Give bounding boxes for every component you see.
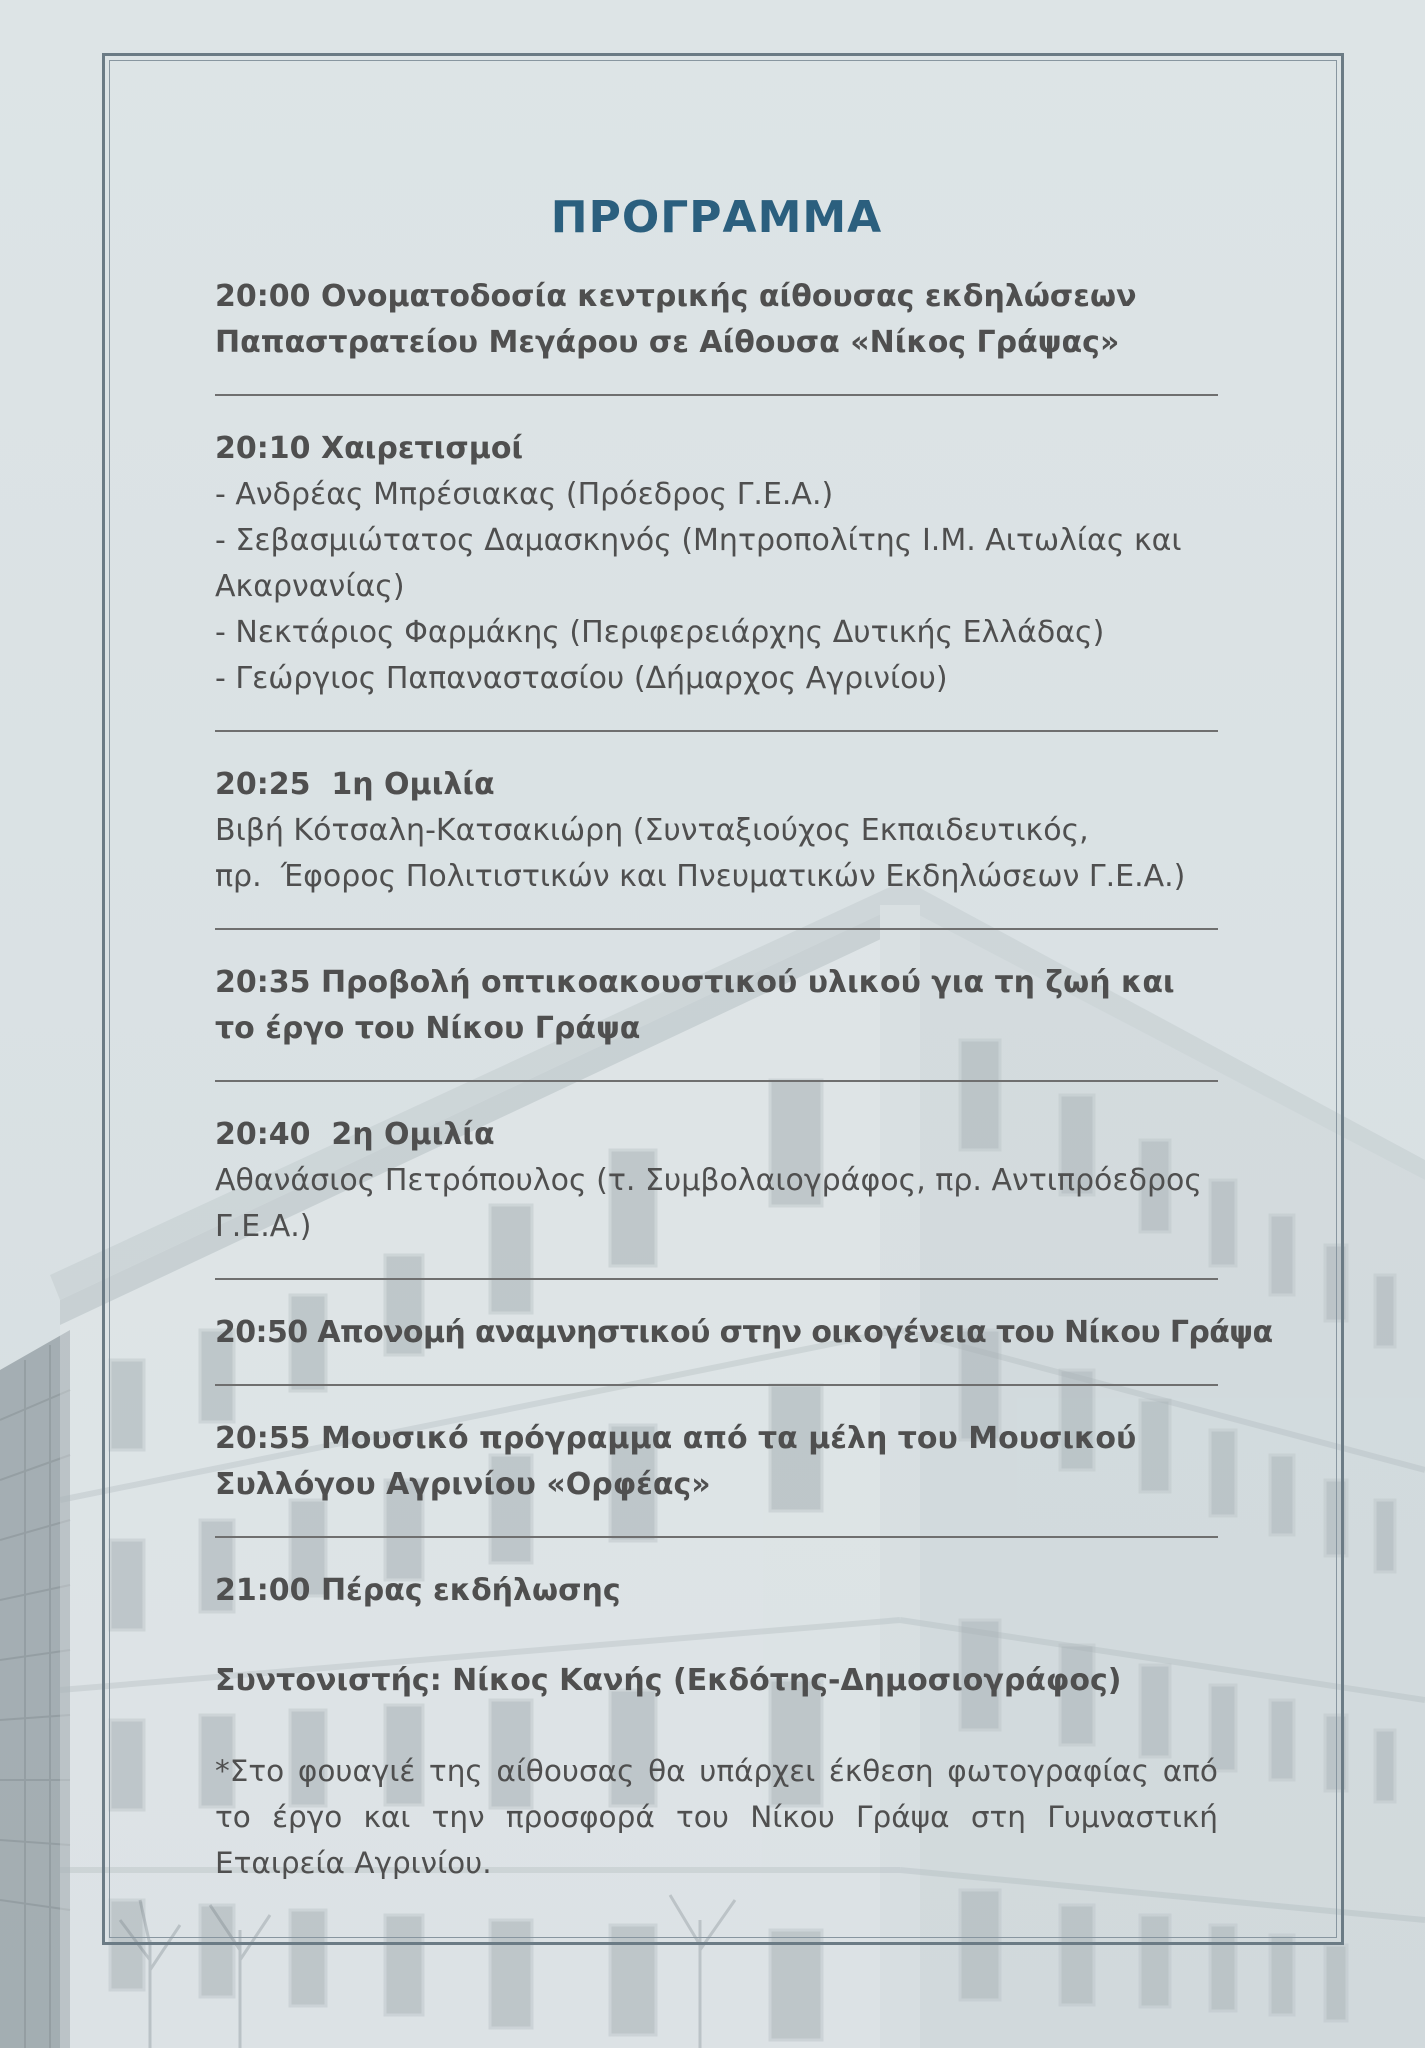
item-heading-line: 20:35 Προβολή οπτικοακουστικού υλικού για τη ζωή και — [215, 965, 1175, 1000]
section-divider — [215, 1384, 1218, 1386]
program-content — [215, 188, 1273, 1886]
item-heading-line: το έργο του Νίκου Γράψα — [215, 1011, 641, 1046]
program-title: ΠΡΟΓΡΑΜΜΑ — [550, 192, 883, 243]
coordinator-text: Συντονιστής: Νίκος Κανής (Εκδότης-Δημοσιογράφος) — [215, 1663, 1122, 1698]
item-detail-line: Αθανάσιος Πετρόπουλος (τ. Συμβολαιογράφος, πρ. Αντιπρόεδρος — [215, 1163, 1202, 1198]
item-heading-line: 20:50 Απονομή αναμνηστικού στην οικογένεια του Νίκου Γράψα — [215, 1315, 1273, 1350]
item-detail-line: Βιβή Κότσαλη-Κατσακιώρη (Συνταξιούχος Εκπαιδευτικός, — [215, 813, 1089, 848]
program-item-2035 — [215, 960, 1218, 1052]
section-divider — [215, 928, 1218, 930]
section-divider — [215, 1278, 1218, 1280]
section-divider — [215, 1080, 1218, 1082]
item-heading-line: 20:55 Μουσικό πρόγραμμα από τα μέλη του Μουσικού — [215, 1421, 1137, 1456]
item-detail-line: - Νεκτάριος Φαρμάκης (Περιφερειάρχης Δυτικής Ελλάδας) — [215, 615, 1105, 650]
item-detail-line: - Ανδρέας Μπρέσιακας (Πρόεδρος Γ.Ε.Α.) — [215, 477, 834, 512]
footnote: *Στο φουαγιέ της αίθουσας θα υπάρχει έκθεση φωτογραφίας από το έργο και την προσφορά του Νίκου Γράψα στη Γυμναστική Εταιρεία Αγρινίου. — [215, 1754, 1218, 1880]
item-detail-line: Ακαρνανίας) — [215, 569, 405, 604]
section-divider — [215, 1536, 1218, 1538]
item-heading-line: 20:10 Χαιρετισμοί — [215, 431, 524, 466]
item-heading-line: 20:00 Ονοματοδοσία κεντρικής αίθουσας εκδηλώσεων — [215, 279, 1137, 314]
item-detail-line: Γ.Ε.Α.) — [215, 1209, 312, 1244]
section-divider — [215, 730, 1218, 732]
item-heading-line: Παπαστρατείου Μεγάρου σε Αίθουσα «Νίκος Γράψας» — [215, 325, 1120, 360]
coordinator-line — [215, 1658, 1218, 1704]
item-heading-line: 21:00 Πέρας εκδήλωσης — [215, 1573, 621, 1608]
program-item-2055 — [215, 1416, 1218, 1508]
program-item-2100 — [215, 1568, 1218, 1614]
item-detail-line: πρ. Έφορος Πολιτιστικών και Πνευματικών Εκδηλώσεων Γ.Ε.Α.) — [215, 859, 1186, 894]
item-heading-line: Συλλόγου Αγρινίου «Ορφέας» — [215, 1467, 711, 1502]
program-item-2010 — [215, 426, 1218, 702]
program-item-2000 — [215, 274, 1218, 366]
item-heading-line: 20:25 1η Ομιλία — [215, 767, 495, 802]
program-item-2025 — [215, 762, 1218, 900]
section-divider — [215, 394, 1218, 396]
program-item-2040 — [215, 1112, 1218, 1250]
item-detail-line: - Γεώργιος Παπαναστασίου (Δήμαρχος Αγρινίου) — [215, 661, 948, 696]
item-heading-line: 20:40 2η Ομιλία — [215, 1117, 495, 1152]
item-detail-line: - Σεβασμιώτατος Δαμασκηνός (Μητροπολίτης Ι.Μ. Αιτωλίας και — [215, 523, 1182, 558]
program-item-2050 — [215, 1310, 1273, 1356]
